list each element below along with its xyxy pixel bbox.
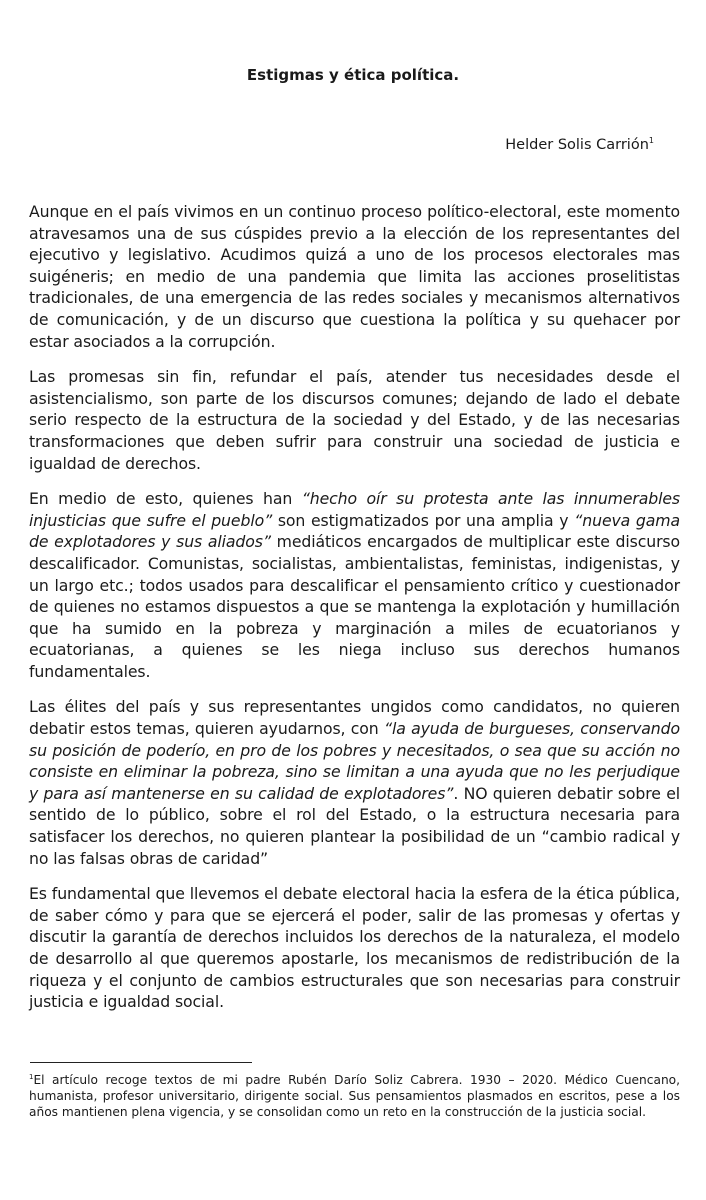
footnote (29, 1069, 680, 1121)
author-line (505, 136, 654, 153)
paragraph-4 (29, 696, 680, 869)
paragraph-text: Las promesas sin fin, refundar el país, atender tus necesidades desde el asistencialismo, son parte de los discursos comunes; dejando de lado el debate serio respecto de la estructura de la sociedad y del Estado, y de las necesarias transformaciones que deben sufrir para construir una sociedad de justicia e igualdad de derechos. (29, 367, 680, 473)
paragraph-text: En medio de esto, quienes han (29, 489, 302, 509)
paragraph-text: mediáticos encargados de multiplicar este discurso descalificador. Comunistas, socialistas, ambientalistas, feministas, indigenistas, y un largo etc.; todos usados para descalificar el pensamiento crítico y cuestionador de quienes no estamos dispuestos a que se mantenga la explotación y humillación que ha sumido en la pobreza y marginación a miles de ecuatorianos y ecuatorianas, a quienes se les niega incluso sus derechos humanos fundamentales. (29, 532, 680, 681)
paragraph-text: Es fundamental que llevemos el debate electoral hacia la esfera de la ética pública, de saber cómo y para que se ejercerá el poder, salir de las promesas y ofertas y discutir la garantía de derechos incluidos los derechos de la naturaleza, el modelo de desarrollo al que queremos apostarle, los mecanismos de redistribución de la riqueza y el conjunto de cambios estructurales que son necesarias para construir justicia e igualdad social. (29, 884, 680, 1012)
footnote-divider (30, 1062, 252, 1063)
quote-italic: “nueva gama de explotadores y sus aliados” (29, 510, 680, 552)
footnote-reference: 1 (648, 136, 654, 145)
paragraph-2 (29, 366, 680, 474)
paragraph-text: Las élites del país y sus representantes ungidos como candidatos, no quieren debatir estos temas, quieren ayudarnos, con (29, 697, 680, 739)
quote-italic: “hecho oír su protesta ante las innumerables injusticias que sufre el pueblo” (29, 489, 680, 530)
author-name: Helder Solis Carrión (505, 136, 649, 153)
article-body (29, 201, 680, 1027)
paragraph-1 (29, 201, 680, 352)
footnote-text: El artículo recoge textos de mi padre Rubén Darío Soliz Cabrera. 1930 – 2020. Médico Cuencano, humanista, profesor universitario, dirigente social. Sus pensamientos plasmados en escritos, pese a los años mantienen plena vigencia, y se consolidan como un reto en la construcción de la justicia social. (29, 1073, 680, 1120)
paragraph-text: Aunque en el país vivimos en un continuo proceso político-electoral, este momento atravesamos una de sus cúspides previo a la elección de los representantes del ejecutivo y legislativo. Acudimos quizá a uno de los procesos electorales mas suigéneris; en medio de una pandemia que limita las acciones proselitistas tradicionales, de una emergencia de las redes sociales y mecanismos alternativos de comunicación, y de un discurso que cuestiona la política y su quehacer por estar asociados a la corrupción. (29, 202, 680, 351)
footnote-mark: 1 (29, 1073, 34, 1081)
quote-italic: “la ayuda de burgueses, conservando su posición de poderío, en pro de los pobres y necesitados, o sea que su acción no consiste en eliminar la pobreza, sino se limitan a una ayuda que no les perjudique y para así mantenerse en su calidad de explotadores” (29, 719, 680, 803)
paragraph-text: . NO quieren debatir sobre el sentido de lo público, sobre el rol del Estado, o la estructura necesaria para satisfacer los derechos, no quieren plantear la posibilidad de un “cambio radical y no las falsas obras de caridad” (29, 783, 680, 868)
paragraph-3 (29, 488, 680, 682)
paragraph-text: son estigmatizados por una amplia y (272, 510, 575, 530)
paragraph-5 (29, 883, 680, 1013)
document-title: Estigmas y ética política. (246, 66, 460, 84)
